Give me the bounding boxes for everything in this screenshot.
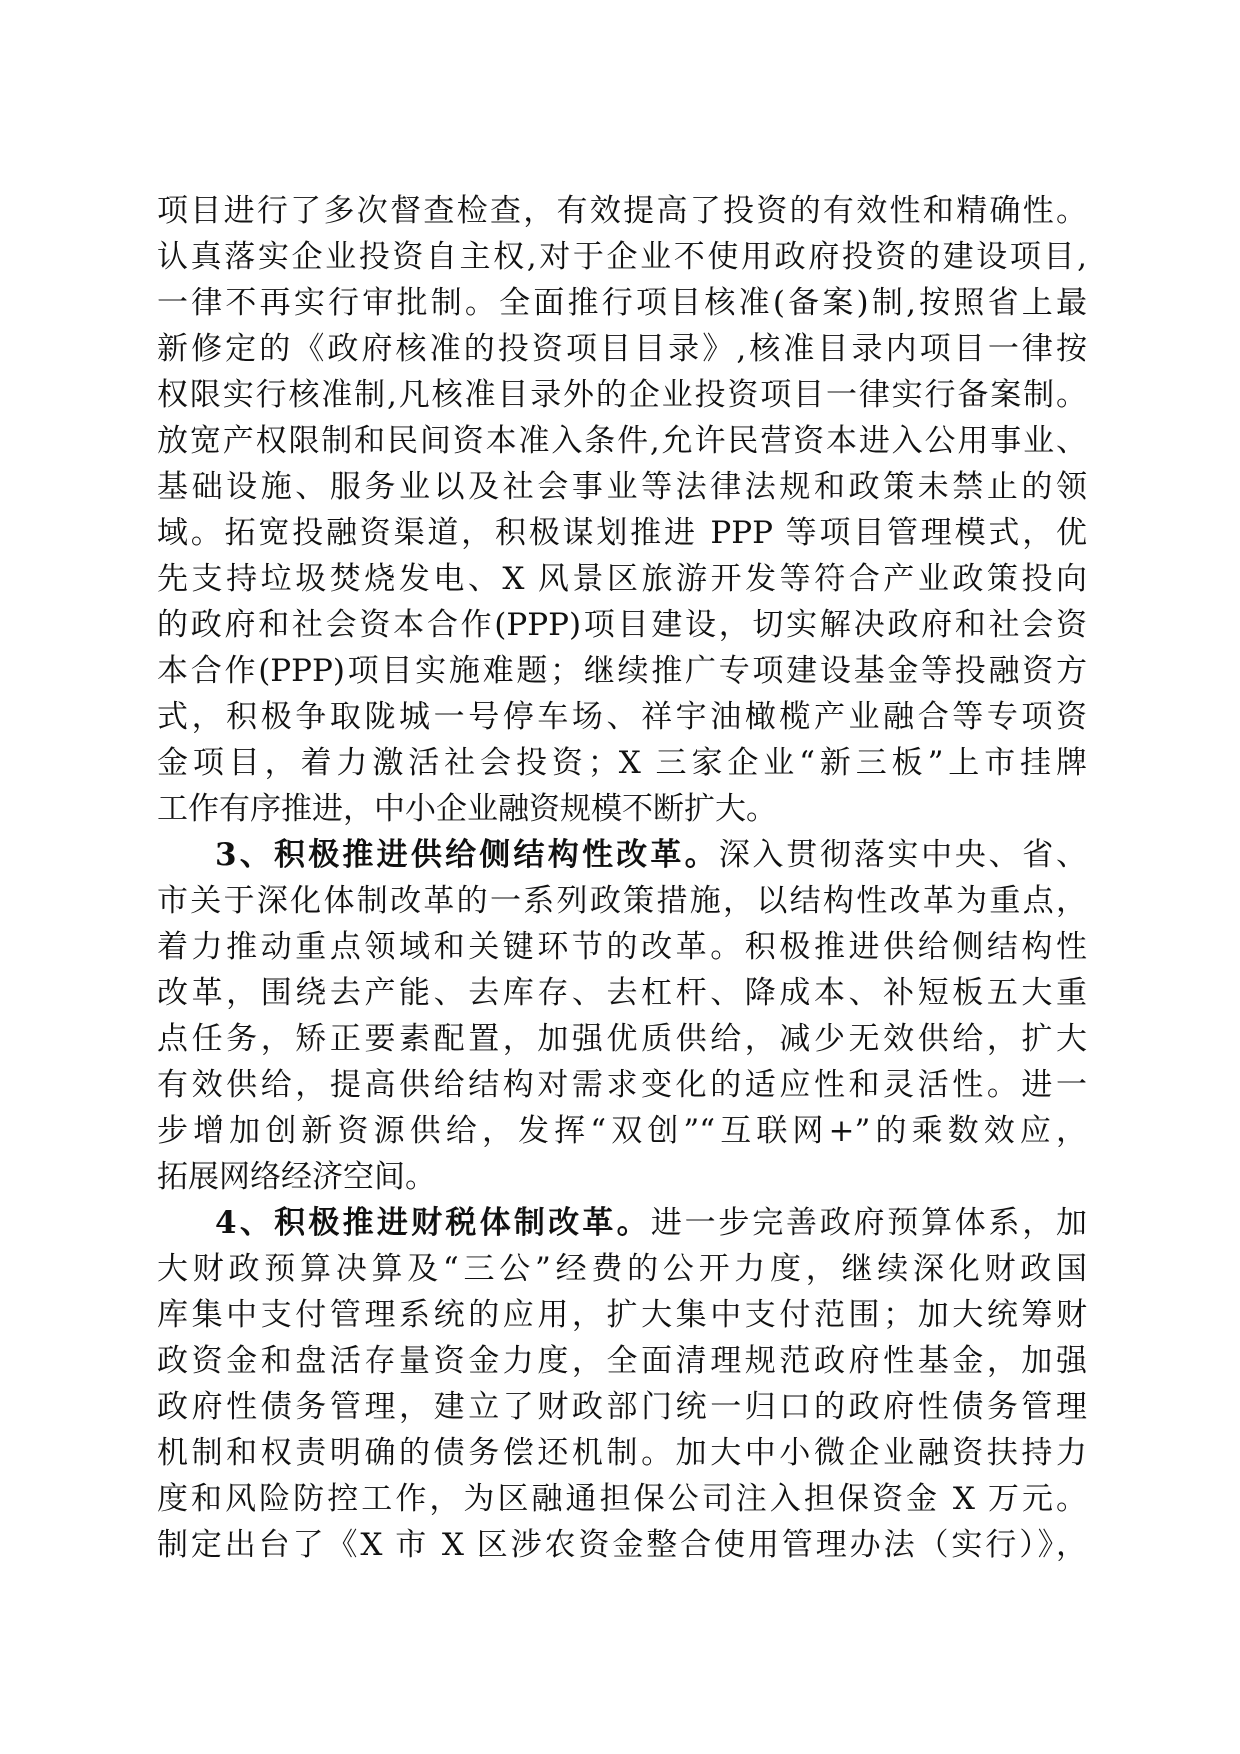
- text-line: 工作有序推进，中小企业融资规模不断扩大。: [157, 791, 777, 827]
- text-line: 有效供给，提高供给结构对需求变化的适应性和灵活性。进一: [157, 1067, 1087, 1103]
- section-heading: 3、积极推进供给侧结构性改革。: [215, 837, 719, 873]
- text-line: 政资金和盘活存量资金力度，全面清理规范政府性基金，加强: [157, 1343, 1087, 1379]
- text-line: 度和风险防控工作，为区融通担保公司注入担保资金 X 万元。: [157, 1481, 1087, 1517]
- text-line: 权限实行核准制,凡核准目录外的企业投资项目一律实行备案制。: [157, 377, 1087, 413]
- text-line: 大财政预算决算及“三公”经费的公开力度，继续深化财政国: [157, 1251, 1087, 1287]
- section-first-line-text: 深入贯彻落实中央、省、: [718, 837, 1087, 873]
- text-line: 拓展网络经济空间。: [157, 1159, 436, 1195]
- text-line: 改革，围绕去产能、去库存、去杠杆、降成本、补短板五大重: [157, 975, 1087, 1011]
- text-line: 式，积极争取陇城一号停车场、祥宇油橄榄产业融合等专项资: [157, 699, 1087, 735]
- text-line: 新修定的《政府核准的投资项目目录》,核准目录内项目一律按: [157, 331, 1087, 367]
- text-line: 制定出台了《X 市 X 区涉农资金整合使用管理办法（实行）》，: [157, 1527, 1087, 1563]
- section-heading: 4、积极推进财税体制改革。: [215, 1205, 651, 1241]
- text-line: 一律不再实行审批制。全面推行项目核准(备案)制,按照省上最: [157, 285, 1087, 321]
- text-line: 域。拓宽投融资渠道，积极谋划推进 PPP 等项目管理模式，优: [157, 515, 1087, 551]
- text-line: 库集中支付管理系统的应用，扩大集中支付范围；加大统筹财: [157, 1297, 1087, 1333]
- text-line: 金项目，着力激活社会投资；X 三家企业“新三板”上市挂牌: [157, 745, 1087, 781]
- text-line: 认真落实企业投资自主权,对于企业不使用政府投资的建设项目,: [157, 239, 1087, 275]
- text-line: 本合作(PPP)项目实施难题；继续推广专项建设基金等投融资方: [157, 653, 1087, 689]
- text-line: 项目进行了多次督查检查，有效提高了投资的有效性和精确性。: [157, 193, 1087, 229]
- text-line: 先支持垃圾焚烧发电、X 风景区旅游开发等符合产业政策投向: [157, 561, 1087, 597]
- section-first-line: [157, 1200, 1087, 1246]
- text-line: 机制和权责明确的债务偿还机制。加大中小微企业融资扶持力: [157, 1435, 1087, 1471]
- text-line: 市关于深化体制改革的一系列政策措施，以结构性改革为重点，: [157, 883, 1087, 919]
- section-first-line: [157, 832, 1087, 878]
- text-line: 点任务，矫正要素配置，加强优质供给，减少无效供给，扩大: [157, 1021, 1087, 1057]
- text-line: 政府性债务管理，建立了财政部门统一归口的政府性债务管理: [157, 1389, 1087, 1425]
- text-line: 基础设施、服务业以及社会事业等法律法规和政策未禁止的领: [157, 469, 1087, 505]
- text-line: 的政府和社会资本合作(PPP)项目建设，切实解决政府和社会资: [157, 607, 1087, 643]
- text-line: 步增加创新资源供给，发挥“双创”“互联网+”的乘数效应，: [157, 1113, 1087, 1149]
- body-text: [157, 188, 1087, 1568]
- section-first-line-text: 进一步完善政府预算体系，加: [650, 1205, 1088, 1241]
- text-line: 着力推动重点领域和关键环节的改革。积极推进供给侧结构性: [157, 929, 1087, 965]
- text-line: 放宽产权限制和民间资本准入条件,允许民营资本进入公用事业、: [157, 423, 1087, 459]
